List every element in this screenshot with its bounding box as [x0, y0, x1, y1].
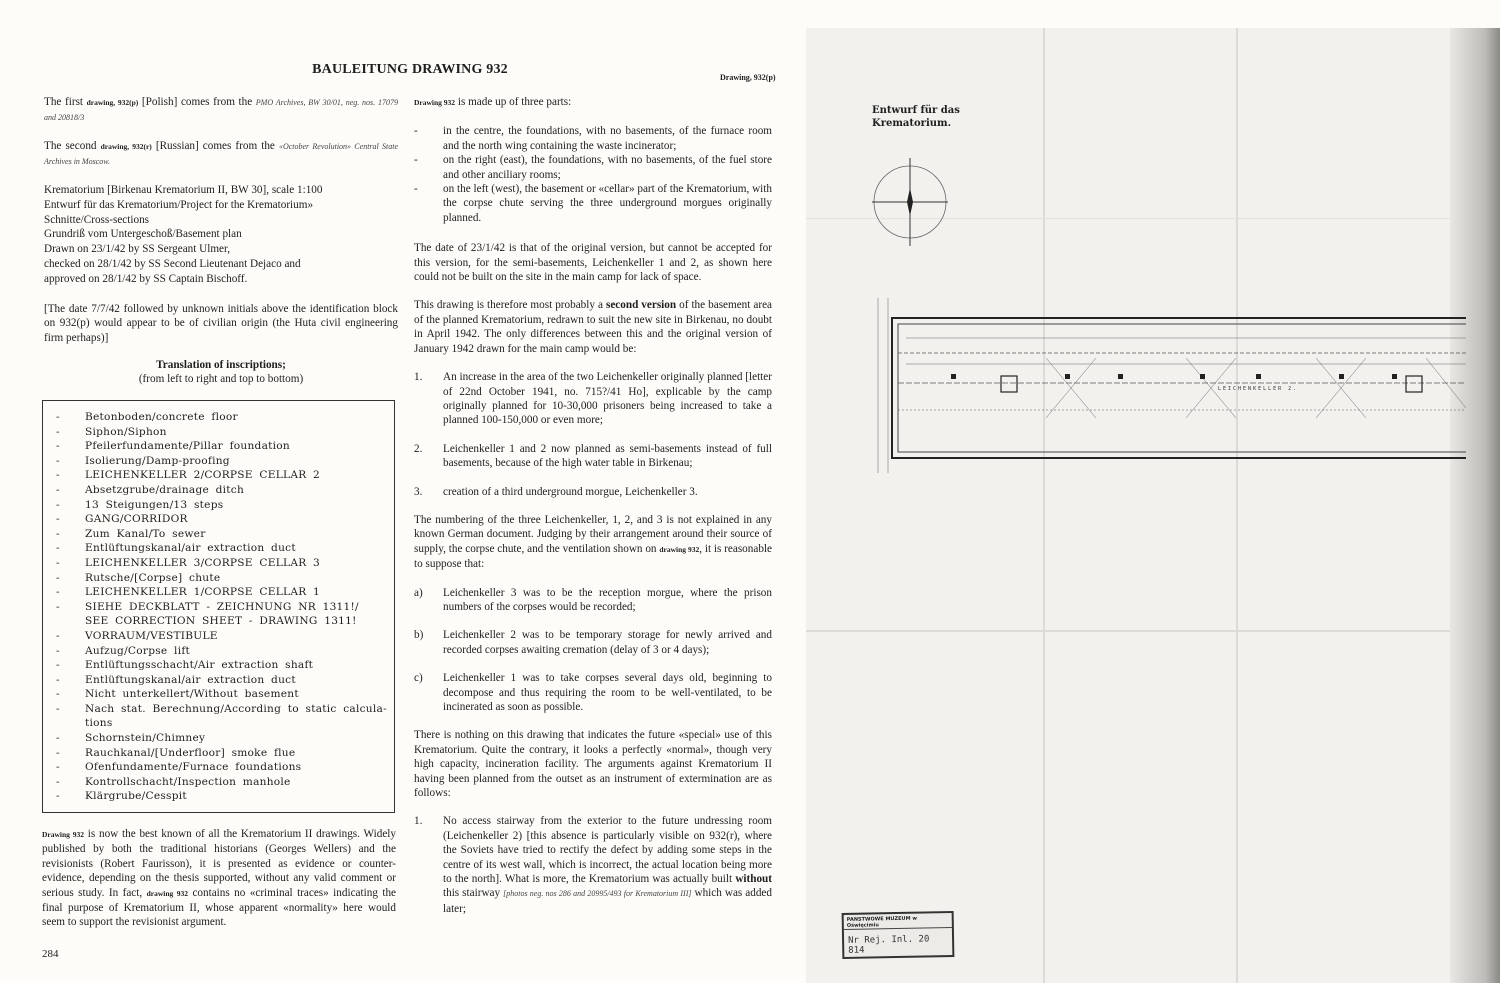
inscription-item	[43, 644, 394, 659]
drawing-ref: drawing 932	[146, 888, 189, 898]
drawing-ref: Drawing 932	[42, 830, 85, 839]
archive-ref: PMO Archives, BW 30/01, neg. nos. 17079 and 20818/3	[44, 98, 398, 122]
list-number: 3.	[414, 485, 423, 498]
drawing-title	[872, 104, 960, 130]
info-line: Entwurf für das Krematorium/Project for the Krematorium»	[44, 198, 314, 211]
inscription-item	[43, 556, 394, 571]
bullet: -	[56, 775, 60, 788]
inscription-item	[43, 614, 394, 629]
inscription-item	[43, 571, 394, 586]
left-column	[44, 95, 398, 387]
inscription-item	[43, 585, 394, 600]
list-text: An increase in the area of the two Leichenkeller originally planned [letter of 22nd October 1941, no. 715?/41 Ho], explicable by the camp originally planned for 10-30,000 prisoners being increased to take a planned 100-150,000 or even more;	[443, 371, 772, 427]
bullet: -	[56, 688, 60, 701]
text-span: [Polish] comes from the	[138, 96, 256, 108]
text-span: [Russian] comes from the	[151, 140, 279, 152]
list-text: Leichenkeller 1 was to take corpses several days old, beginning to decompose and thus requiring the room to be well-ventilated, to be incinerated as soon as possible.	[443, 672, 772, 713]
inscription-text: tions	[85, 717, 113, 730]
bullet: -	[56, 761, 60, 774]
bullet: -	[56, 498, 60, 511]
inscription-text: LEICHENKELLER 1/CORPSE CELLAR 1	[85, 586, 321, 599]
drawing-ref: drawing, 932(p)	[86, 98, 139, 107]
info-line: checked on 28/1/42 by SS Second Lieutenant Dejaco and	[44, 257, 301, 270]
inscription-item	[43, 746, 394, 761]
text-span: this stairway	[443, 887, 504, 900]
bullet: -	[56, 425, 60, 438]
inscription-text: Schornstein/Chimney	[85, 732, 206, 745]
inscription-text: SIEHE DECKBLATT - ZEICHNUNG NR 1311!/	[85, 600, 359, 613]
text-span: The first	[44, 96, 87, 108]
stamp-text: w Oświęcimiu	[846, 915, 917, 929]
text-span: of the basement area of the planned Krematorium, redrawn to suit the new site in Birkenau, no doubt in April 1942. The only differences between this and the original version of January 1942 drawn for the main camp would be:	[414, 299, 773, 355]
list-number: 2.	[414, 442, 423, 455]
stamp-register: Nr Rej. Inl. 20 814	[848, 934, 930, 956]
bullet: -	[56, 732, 60, 745]
pillar-marker	[1065, 374, 1070, 379]
text-span: is made up of three parts:	[455, 96, 572, 108]
translation-subtitle: (from left to right and top to bottom)	[138, 373, 304, 386]
list-text: Leichenkeller 1 and 2 now planned as semi-basements instead of full basements, because of the high water table in Birkenau;	[443, 442, 772, 470]
inscription-item	[43, 439, 394, 454]
inscription-text: Zum Kanal/To sewer	[85, 527, 206, 540]
inscription-text: Nach stat. Berechnung/According to static calcula-	[85, 702, 387, 715]
list-item	[414, 442, 772, 471]
bullet: -	[56, 702, 60, 715]
pillar-marker	[1118, 374, 1123, 379]
pillar-marker	[1392, 374, 1397, 379]
source-russian	[44, 139, 398, 169]
inscription-text: Isolierung/Damp-proofing	[85, 454, 230, 467]
nothing-paragraph: There is nothing on this drawing that indicates the future «special» use of this Krematorium. Quite the contrary, it looks a perfectly «normal», though very high capacity, incineration facility. The arguments against Krematorium II having been planned from the outset as an instrument of extermination are as follows:	[414, 729, 772, 800]
running-head: Drawing, 932(p)	[720, 73, 776, 82]
inscription-item	[43, 498, 394, 513]
list-item	[414, 628, 772, 657]
list-letter: c)	[414, 672, 423, 685]
inscription-text: Entlüftungsschacht/Air extraction shaft	[85, 659, 314, 672]
list-item	[414, 814, 772, 916]
second-version-paragraph	[414, 298, 772, 356]
list-item	[414, 586, 772, 615]
info-line: approved on 28/1/42 by SS Captain Bischoff.	[44, 272, 248, 285]
compass-rose-icon	[870, 158, 950, 248]
text-span: contains no «criminal traces» indicating the final purpose of Krematorium II, whose apparent «normality» here would seem to support the revisionist argument.	[42, 886, 397, 929]
morgue-list	[414, 586, 772, 715]
text-span: which was added later;	[443, 887, 772, 915]
info-line: Grundriß vom Untergeschoß/Basement plan	[44, 228, 242, 241]
bullet: -	[56, 673, 60, 686]
page-title: BAULEITUNG DRAWING 932	[312, 62, 508, 77]
bullet: -	[56, 659, 60, 672]
bullet: -	[56, 629, 60, 642]
list-text: Leichenkeller 3 was to be the reception morgue, where the prison numbers of the corpses would be recorded;	[443, 586, 772, 613]
inscription-item	[43, 731, 394, 746]
leichenkeller-label: LEICHENKELLER 2.	[1218, 386, 1299, 392]
inscription-text: VORRAUM/VESTIBULE	[85, 629, 218, 642]
text-span: The numbering of the three Leichenkeller, 1, 2, and 3 is not explained in any known German document. Judging by their arrangement around their source of supply, the corpse chute, and the ventilation shown on	[414, 513, 772, 555]
list-item	[414, 124, 772, 153]
drawing-title-line: Krematorium.	[872, 118, 952, 129]
bullet: -	[414, 125, 418, 138]
bullet: -	[56, 411, 60, 423]
list-item	[414, 182, 772, 225]
text-span: , it is reasonable to suppose that:	[414, 542, 773, 571]
archive-ref: «October Revolution» Central State Archives in Moscow.	[44, 142, 398, 166]
bullet: -	[56, 600, 60, 613]
emphasis: without	[735, 873, 772, 886]
bullet: -	[56, 469, 60, 482]
inscription-text: Betonboden/concrete floor	[85, 411, 238, 423]
text-span: This drawing is therefore most probably a	[414, 299, 606, 312]
inscription-text: SEE CORRECTION SHEET - DRAWING 1311!	[85, 615, 357, 628]
inscription-text: GANG/CORRIDOR	[85, 513, 188, 526]
list-item	[414, 153, 772, 182]
bullet: -	[56, 556, 60, 569]
bullet: -	[56, 586, 60, 599]
bullet: -	[56, 644, 60, 657]
list-text: on the left (west), the basement or «cellar» part of the Krematorium, with the corpse chute serving the three underground morgues originally planned.	[443, 183, 772, 224]
closing-paragraph	[42, 827, 396, 930]
inscription-item	[43, 454, 394, 469]
list-item	[414, 485, 772, 499]
bullet: -	[56, 542, 60, 555]
pillar-marker	[1339, 374, 1344, 379]
date-note: [The date 7/7/42 followed by unknown initials above the identification block on 932(p) would appear to be of civilian origin (the Huta civil engineering firm perhaps)]	[44, 302, 398, 345]
drawing-photo	[806, 28, 1500, 983]
inscription-item	[43, 425, 394, 440]
inscription-text: Rauchkanal/[Underfloor] smoke flue	[85, 746, 296, 759]
info-line: Krematorium [Birkenau Krematorium II, BW 30], scale 1:100	[44, 184, 323, 196]
inscription-item	[43, 541, 394, 556]
inscription-text: Kontrollschacht/Inspection manhole	[85, 775, 291, 788]
text-span: The second	[44, 140, 101, 152]
inscription-text: Entlüftungskanal/air extraction duct	[85, 673, 296, 686]
bullet: -	[56, 790, 60, 803]
drawing-title-line: Entwurf für das	[872, 105, 960, 116]
drawing-ref: drawing, 932(r)	[100, 142, 152, 151]
inscription-item	[43, 658, 394, 673]
inscription-text: Entlüftungskanal/air extraction duct	[85, 542, 296, 555]
inscription-text: Rutsche/[Corpse] chute	[85, 571, 221, 584]
inscriptions-box	[42, 400, 395, 813]
inscription-item	[43, 629, 394, 644]
list-letter: b)	[414, 629, 424, 642]
inscription-item	[43, 716, 394, 731]
list-text: Leichenkeller 2 was to be temporary storage for newly arrived and recorded corpses awaiting cremation (delay of 3 or 4 days);	[443, 629, 772, 656]
inscription-item	[43, 673, 394, 688]
archive-stamp	[842, 911, 955, 959]
bullet: -	[414, 154, 418, 167]
bullet: -	[56, 454, 60, 467]
inscription-text: LEICHENKELLER 3/CORPSE CELLAR 3	[85, 556, 321, 569]
inscription-item	[43, 702, 394, 717]
stamp-text: PANSTWOWE MUZEUM	[846, 915, 911, 923]
inscription-text: Siphon/Siphon	[85, 425, 167, 438]
text-span: is now the best known of all the Krematorium II drawings. Widely published by both the traditional historians (Georges Wellers) and the revisionists (Robert Faurisson), it is presented as evidence or counter-evidence, depending on the thesis supported, without any valid comment or serious study. In fact,	[42, 828, 396, 899]
emphasis: second version	[605, 299, 677, 312]
inscription-text: Absetzgrube/drainage ditch	[85, 483, 245, 496]
drawing-ref: Drawing 932	[414, 98, 456, 107]
bullet: -	[56, 483, 60, 496]
inscription-item	[43, 512, 394, 527]
inscription-text: Nicht unterkellert/Without basement	[85, 688, 299, 701]
list-number: 1.	[414, 371, 423, 384]
inscription-item	[43, 760, 394, 775]
inscription-item	[43, 483, 394, 498]
list-letter: a)	[414, 586, 423, 599]
arguments-list	[414, 814, 772, 916]
translation-title: Translation of inscriptions;	[156, 358, 286, 371]
inscriptions-list	[43, 401, 394, 804]
inscription-item	[43, 468, 394, 483]
inscription-text: 13 Steigungen/13 steps	[85, 498, 224, 511]
fold-line	[1043, 28, 1045, 983]
inscription-text: Aufzug/Corpse lift	[85, 644, 191, 657]
inscription-item	[43, 527, 394, 542]
bullet: -	[56, 513, 60, 526]
page-number: 284	[42, 948, 59, 960]
inscription-item	[43, 410, 394, 425]
inscription-item	[43, 600, 394, 615]
page-gutter-shadow	[1450, 28, 1500, 983]
pillar-marker	[1200, 374, 1205, 379]
photo-ref: [photos neg. nos 286 and 20995/493 for Krematorium III]	[503, 889, 692, 899]
info-line: Schnitte/Cross-sections	[44, 213, 150, 226]
fold-line	[806, 630, 1500, 632]
list-text: creation of a third underground morgue, Leichenkeller 3.	[443, 485, 698, 498]
numbering-paragraph	[414, 513, 772, 572]
bullet: -	[56, 571, 60, 584]
pillar-marker	[951, 374, 956, 379]
text-span: No access stairway from the exterior to the future undressing room (Leichenkeller 2) [this absence is particularly visible on 932(r), where the Soviets have tried to rectify the defect by adding some steps in the centre of its west wall, which is incorrect, the actual location being more to the north]. What is more, the Krematorium was actually built	[443, 815, 772, 886]
list-text: in the centre, the foundations, with no basements, of the furnace room and the north wing containing the waste incinerator;	[443, 125, 772, 152]
drawing-ref: drawing 932	[659, 544, 700, 554]
list-text: on the right (east), the foundations, with no basements, of the fuel store and other anciliary rooms;	[443, 154, 772, 181]
inscription-item	[43, 775, 394, 790]
list-item	[414, 370, 772, 428]
inscription-text: Pfeilerfundamente/Pillar foundation	[85, 440, 291, 453]
info-line: Drawn on 23/1/42 by SS Sergeant Ulmer,	[44, 243, 231, 256]
inscription-item	[43, 789, 394, 804]
parts-list	[414, 124, 772, 225]
bullet: -	[56, 527, 60, 540]
parts-intro	[414, 95, 772, 110]
translation-heading	[44, 358, 398, 387]
bullet: -	[56, 746, 60, 759]
basement-plan-drawing	[866, 298, 1466, 478]
list-number: 1.	[414, 815, 423, 828]
bullet: -	[56, 440, 60, 453]
inscription-text: Ofenfundamente/Furnace foundations	[85, 761, 302, 774]
list-item	[414, 671, 772, 714]
inscription-item	[43, 687, 394, 702]
inscription-text: LEICHENKELLER 2/CORPSE CELLAR 2	[85, 469, 321, 482]
date-paragraph: The date of 23/1/42 is that of the original version, but cannot be accepted for this version, for the semi-basements, Leichenkeller 1 and 2, as shown here could not be built on the site in the main camp for lack of space.	[414, 242, 772, 284]
inscription-text: Klärgrube/Cesspit	[85, 790, 187, 803]
pillar-marker	[1256, 374, 1261, 379]
bullet: -	[414, 183, 418, 196]
fold-line	[1236, 28, 1238, 983]
drawing-info	[44, 183, 398, 287]
source-polish	[44, 95, 398, 125]
differences-list	[414, 370, 772, 499]
right-column	[414, 95, 772, 916]
